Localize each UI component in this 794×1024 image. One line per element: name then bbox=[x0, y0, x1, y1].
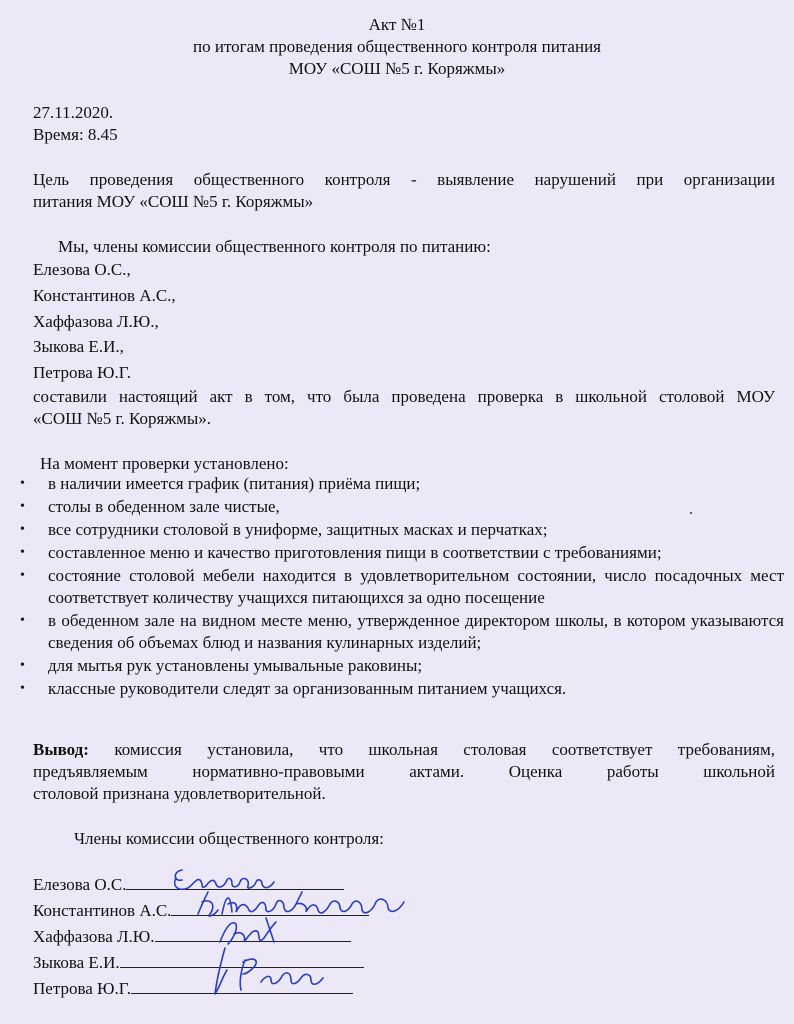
school-name: МОУ «СОШ №5 г. Коряжмы» bbox=[288, 59, 506, 78]
purpose-line-1: Цель проведения общественного контроля - выявление нарушений при организации bbox=[33, 170, 775, 189]
finding-item: • все сотрудники столовой в униформе, защитных масках и перчатках; bbox=[24, 519, 784, 541]
members-intro: Мы, члены комиссии общественного контроля по питанию: bbox=[58, 237, 491, 256]
finding-item: • состояние столовой мебели находится в удовлетворительном состоянии, число посадочных мест соответствует количеству учащихся питающихся за одно посещение bbox=[24, 565, 784, 609]
signature-line bbox=[126, 873, 344, 890]
signatures-intro: Члены комиссии общественного контроля: bbox=[74, 829, 384, 848]
conclusion-line-3: столовой признана удовлетворительной. bbox=[33, 784, 326, 803]
finding-item: • классные руководители следят за организованным питанием учащихся. bbox=[24, 678, 784, 700]
member-name: Константинов А.С., bbox=[33, 286, 176, 305]
statement-line-1: составили настоящий акт в том, что была проведена проверка в школьной столовой МОУ bbox=[33, 387, 775, 406]
act-time: Время: 8.45 bbox=[33, 125, 118, 144]
signature-row bbox=[33, 977, 353, 1000]
stray-dot bbox=[690, 512, 692, 514]
findings-list bbox=[24, 473, 784, 701]
signatory-name: Елезова О.С. bbox=[33, 875, 127, 894]
act-date: 27.11.2020. bbox=[33, 103, 114, 122]
member-name: Зыкова Е.И., bbox=[33, 337, 124, 356]
signatory-name: Петрова Ю.Г. bbox=[33, 979, 131, 998]
purpose-line-2: питания МОУ «СОШ №5 г. Коряжмы» bbox=[33, 192, 314, 211]
signature-line bbox=[155, 925, 351, 942]
signature-row bbox=[33, 951, 364, 974]
finding-item: • в наличии имеется график (питания) приёма пищи; bbox=[24, 473, 784, 495]
member-name: Елезова О.С., bbox=[33, 260, 131, 279]
finding-item: • в обеденном зале на видном месте меню, утвержденное директором школы, в котором указываются сведения об объемах блюд и названия кулинарных изделий; bbox=[24, 610, 784, 654]
member-name: Хаффазова Л.Ю., bbox=[33, 312, 159, 331]
conclusion-line-1 bbox=[33, 739, 775, 761]
conclusion-label: Вывод: bbox=[33, 740, 89, 759]
signatory-name: Зыкова Е.И. bbox=[33, 953, 120, 972]
signature-line bbox=[131, 977, 353, 994]
findings-intro: На момент проверки установлено: bbox=[40, 454, 289, 473]
signature-row bbox=[33, 873, 344, 896]
signature-row bbox=[33, 925, 351, 948]
signatory-name: Константинов А.С. bbox=[33, 901, 172, 920]
signature-row bbox=[33, 899, 369, 922]
signature-line bbox=[171, 899, 369, 916]
finding-item: • составленное меню и качество приготовления пищи в соответствии с требованиями; bbox=[24, 542, 784, 564]
act-title: Акт №1 bbox=[368, 15, 426, 34]
member-name: Петрова Ю.Г. bbox=[33, 363, 131, 382]
conclusion-line-2: предъявляемым нормативно-правовыми актами. Оценка работы школьной bbox=[33, 762, 775, 781]
statement-line-2: «СОШ №5 г. Коряжмы». bbox=[33, 409, 212, 428]
signature-line bbox=[120, 951, 364, 968]
signatory-name: Хаффазова Л.Ю. bbox=[33, 927, 155, 946]
finding-item: • для мытья рук установлены умывальные раковины; bbox=[24, 655, 784, 677]
finding-item: • столы в обеденном зале чистые, bbox=[24, 496, 784, 518]
conclusion-text-1: комиссия установила, что школьная столовая соответствует требованиям, bbox=[114, 740, 776, 759]
act-subtitle: по итогам проведения общественного контроля питания bbox=[193, 37, 601, 56]
